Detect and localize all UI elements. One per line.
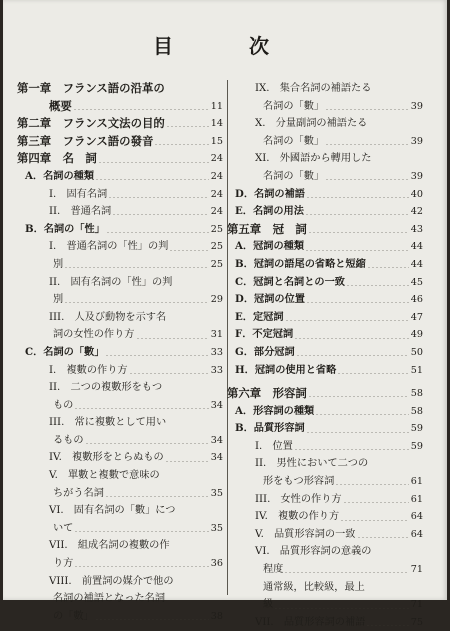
toc-page-number: 44 [410,241,423,253]
toc-entry [17,555,223,573]
toc-entry [17,520,223,538]
toc-section-entry [227,309,423,327]
toc-page-number: 61 [410,476,423,488]
toc-leader-dots [315,414,409,415]
toc-entry-text: G．部分冠詞 [235,345,295,358]
toc-entry [227,561,423,579]
toc-entry [17,309,223,327]
toc-page-number: 61 [410,493,423,505]
toc-chapter-entry [17,80,223,98]
toc-page-number: 47 [410,311,423,323]
toc-leader-dots [136,338,209,339]
toc-entry-text: VI. 品質形容詞の意義の [255,546,372,558]
toc-entry-text: A．名詞の種類 [25,169,95,182]
toc-entry-text: IX. 集合名詞の補語たる [255,83,372,94]
toc-page-number: 24 [210,153,223,165]
toc-entry-text: IV. 複數形をとらぬもの [49,452,164,464]
toc-entry-text: D．名詞の補語 [235,187,305,200]
toc-entry-text: VI. 固有名詞の「數」につ [49,505,176,517]
toc-entry-text: IV. 複數の作り方 [255,511,340,523]
toc-entry-text: B．冠詞の語尾の省略と短縮 [235,257,366,270]
toc-entry [17,256,223,274]
toc-page-number: 38 [210,610,223,622]
toc-leader-dots [64,302,209,303]
toc-page-number: 39 [410,170,423,182]
toc-section-entry [227,362,423,380]
toc-leader-dots [73,109,209,110]
toc-leader-dots [95,619,209,620]
toc-leader-dots [274,608,409,609]
toc-entry-text: 程度 [263,564,284,576]
toc-leader-dots [105,496,209,497]
toc-leader-dots [284,572,408,573]
toc-entry-text: VII. 組成名詞の複數の作 [49,540,170,552]
toc-chapter-entry [17,133,223,151]
toc-entry-text: 詞の女性の作り方 [53,329,135,341]
toc-page-number: 24 [210,170,223,182]
toc-section-entry [17,344,223,362]
toc-page-number: 45 [410,276,423,288]
toc-leader-dots [296,355,409,356]
toc-page-number: 43 [410,223,423,235]
toc-entry-text: B．名詞の「性」 [25,222,105,235]
toc-leader-dots [98,162,209,163]
toc-section-entry [227,420,423,438]
toc-entry [227,80,423,98]
toc-entry-text: V. 單數と複數で意味の [49,470,160,482]
page-title: 目 次 [153,34,297,58]
toc-section-entry [227,238,423,256]
toc-leader-dots [305,214,409,215]
toc-entry-text: いて [53,522,74,534]
toc-entry-text: 形をもつ形容詞 [263,476,335,488]
toc-entry-text: C．名詞の「數」 [25,345,105,358]
toc-entry-text: り方 [53,558,74,570]
toc-leader-dots [285,320,409,321]
toc-entry [227,168,423,186]
toc-entry [227,133,423,151]
toc-entry-text: 級 [263,599,274,611]
toc-leader-dots [74,566,208,567]
toc-entry [17,397,223,415]
toc-leader-dots [367,267,409,268]
toc-page-number: 51 [410,364,423,376]
toc-section-entry [227,344,423,362]
toc-page-number: 24 [210,188,223,200]
toc-entry [17,326,223,344]
toc-column-left [17,80,223,625]
toc-entry [17,274,223,292]
toc-entry [17,502,223,520]
toc-section-entry [227,403,423,421]
toc-entry [227,614,423,631]
toc-leader-dots [325,109,409,110]
toc-entry-text: X. 分量副詞の補語たる [255,118,368,130]
toc-leader-dots [166,126,209,127]
toc-entry-text: 第五章 冠 詞 [227,221,307,236]
toc-section-entry [227,291,423,309]
toc-section-entry [227,326,423,344]
toc-entry [227,508,423,526]
toc-leader-dots [294,338,409,339]
toc-entry-text: XI. 外國語から轉用した [255,153,372,165]
toc-page-number: 64 [410,511,423,523]
toc-page-number: 59 [410,423,423,435]
toc-leader-dots [306,432,409,433]
toc-page-number: 49 [410,329,423,341]
toc-entry-text: I. 普通名詞の「性」の判 [49,241,169,253]
toc-entry-text: I. 複數の作り方 [49,364,128,376]
toc-entry-text: A．冠詞の種類 [235,240,305,253]
toc-section-entry [227,203,423,221]
toc-chapter-entry [227,221,423,239]
toc-page-number: 35 [210,522,223,534]
toc-page-number: 31 [210,329,223,341]
toc-entry-text: 名詞の「數」 [263,100,325,112]
toc-leader-dots [366,625,408,626]
toc-page-number: 11 [210,100,223,112]
toc-entry [17,590,223,608]
toc-leader-dots [154,144,208,145]
toc-leader-dots [112,214,209,215]
toc-leader-dots [305,250,409,251]
toc-entry-text: 第一章 フランス語の沿革の [17,81,165,95]
toc-leader-dots [346,285,409,286]
toc-leader-dots [74,408,208,409]
toc-entry-text: III. 常に複數として用い [49,417,167,429]
book-page [3,0,447,628]
toc-page-number: 58 [410,405,423,417]
toc-leader-dots [325,179,409,180]
toc-entry-text: I. 固有名詞 [49,188,108,200]
toc-leader-dots [108,197,209,198]
toc-entry-text: III. 人及び動物を示す名 [49,311,167,323]
toc-chapter-entry [17,98,223,116]
toc-entry [17,573,223,591]
toc-entry [227,438,423,456]
toc-entry-text: 第三章 フランス語の發音 [17,133,154,148]
toc-page-number: 50 [410,346,423,358]
toc-entry-text: V. 品質形容詞の一致 [255,528,356,540]
toc-leader-dots [105,355,208,356]
toc-page-number: 25 [210,258,223,270]
toc-leader-dots [294,449,409,450]
toc-entry-text: 別 [53,294,64,306]
toc-page-number: 34 [210,399,223,411]
toc-entry-text: もの [53,399,74,411]
toc-entry-text: E．定冠詞 [235,310,284,323]
toc-leader-dots [335,484,408,485]
toc-page-number: 71 [410,599,423,611]
toc-entry-text: 第四章 名 詞 [17,151,97,166]
toc-leader-dots [308,396,409,397]
toc-leader-dots [340,520,409,521]
toc-section-entry [17,168,223,186]
toc-entry-text: 名詞の「數」 [263,135,325,147]
toc-page-number: 36 [210,558,223,570]
toc-entry-text: II. 男性において二つの [255,458,369,470]
toc-column-right [227,80,423,631]
toc-entry-text: C．冠詞と名詞との一致 [235,275,345,288]
toc-page-number: 64 [410,528,423,540]
toc-leader-dots [74,531,208,532]
toc-entry-text: H．冠詞の使用と省略 [235,363,337,376]
toc-entry [17,291,223,309]
toc-page-number: 15 [210,135,223,147]
toc-section-entry [227,186,423,204]
toc-leader-dots [306,197,409,198]
toc-entry [17,203,223,221]
toc-page-number: 71 [410,564,423,576]
toc-entry-text: II. 普通名詞 [49,206,112,218]
toc-leader-dots [95,179,209,180]
toc-entry [227,455,423,473]
toc-leader-dots [308,232,409,233]
toc-entry [17,485,223,503]
toc-leader-dots [85,443,209,444]
toc-page-number: 34 [210,452,223,464]
toc-section-entry [17,221,223,239]
toc-entry [227,150,423,168]
toc-entry [17,608,223,626]
toc-entry-text: 第六章 形容詞 [227,386,307,401]
toc-page-number: 75 [410,616,423,628]
toc-entry-text: 名詞の「數」 [263,170,325,182]
toc-page-number: 25 [210,223,223,235]
toc-entry-text: 通常級，比較級，最上 [263,581,365,593]
toc-entry [17,432,223,450]
toc-section-entry [227,256,423,274]
toc-page-number: 29 [210,294,223,306]
toc-entry-text: VII. 品質形容詞の補語 [255,616,366,628]
toc-entry-text: E．名詞の用法 [235,205,304,218]
toc-page-number: 42 [410,206,423,218]
toc-chapter-entry [17,115,223,133]
toc-entry-text: I. 位置 [255,440,293,452]
toc-entry [227,473,423,491]
toc-entry [17,379,223,397]
toc-page-number: 46 [410,294,423,306]
toc-entry-text: るもの [53,434,84,446]
toc-leader-dots [165,461,209,462]
toc-leader-dots [64,267,209,268]
toc-page-number: 59 [410,440,423,452]
toc-leader-dots [343,502,409,503]
toc-entry-text: VIII. 前置詞の媒介で他の [49,575,174,587]
toc-entry [17,238,223,256]
toc-page-number: 14 [210,118,223,130]
toc-entry-text: B．品質形容詞 [235,422,305,435]
toc-entry [227,115,423,133]
toc-page-number: 35 [210,487,223,499]
toc-page-number: 44 [410,258,423,270]
toc-entry [17,537,223,555]
toc-page-number: 33 [210,364,223,376]
toc-entry [17,414,223,432]
toc-entry-text: F．不定冠詞 [235,328,294,341]
toc-entry-text: 第二章 フランス文法の目的 [17,116,165,131]
toc-page-number: 24 [210,206,223,218]
toc-page-number: 34 [210,434,223,446]
toc-entry [17,186,223,204]
toc-entry [17,362,223,380]
toc-chapter-entry [17,150,223,168]
toc-page-number: 39 [410,100,423,112]
toc-entry-text: ちがう名詞 [53,487,104,499]
toc-entry [17,449,223,467]
toc-entry [227,543,423,561]
toc-page-number: 39 [410,135,423,147]
toc-entry-text: 名詞の補語となった名詞 [53,593,166,605]
toc-page-number: 40 [410,188,423,200]
toc-entry-text: A．形容詞の種類 [235,404,315,417]
toc-entry-text: 別 [53,258,64,270]
toc-leader-dots [325,144,409,145]
toc-entry [227,98,423,116]
toc-entry [227,596,423,614]
toc-entry-text: 概要 [49,98,72,113]
toc-leader-dots [337,373,408,374]
toc-leader-dots [106,232,209,233]
toc-section-entry [227,274,423,292]
toc-entry-text: III. 女性の作り方 [255,493,342,505]
toc-entry [227,579,423,597]
toc-entry [17,467,223,485]
toc-entry-text: II. 二つの複數形をもつ [49,382,163,394]
toc-leader-dots [129,373,209,374]
toc-page-number: 58 [410,388,423,400]
toc-entry [227,526,423,544]
toc-chapter-entry [227,385,423,403]
toc-entry-text: D．冠詞の位置 [235,293,305,306]
toc-entry-text: の「數」 [53,610,94,622]
toc-leader-dots [357,537,409,538]
toc-page-number: 25 [210,241,223,253]
toc-entry-text: II. 固有名詞の「性」の判 [49,276,173,288]
toc-leader-dots [306,302,409,303]
toc-entry [227,491,423,509]
toc-page-number: 33 [210,346,223,358]
toc-leader-dots [169,250,208,251]
